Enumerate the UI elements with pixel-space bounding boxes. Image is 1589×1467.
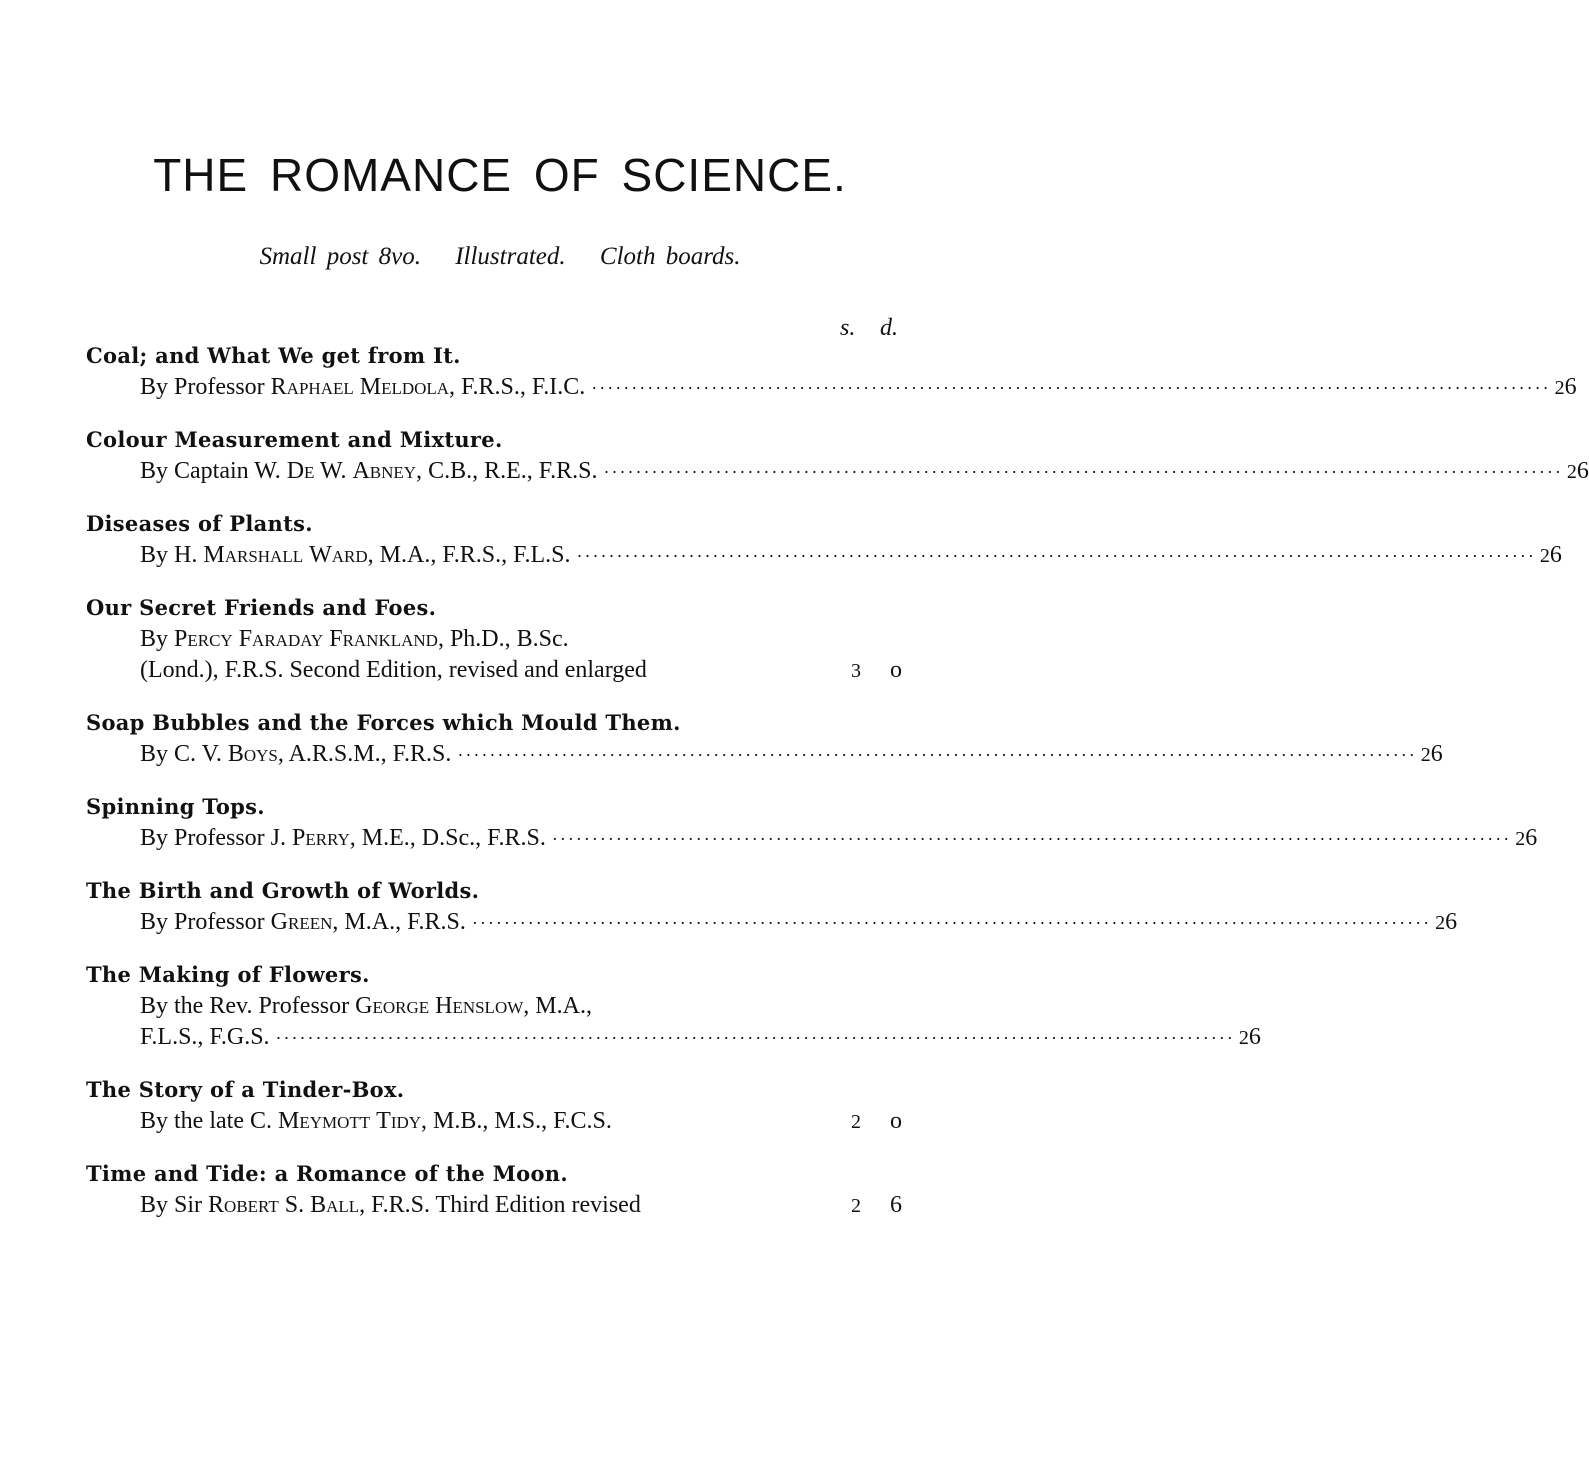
dot-leader: ························································································································	[591, 378, 1551, 398]
dot-leader: ························································································································	[457, 745, 1417, 765]
book-title: The Birth and Growth of Worlds.	[86, 878, 480, 903]
author-text: By Sir Robert S. Ball, F.R.S. Third Edition revised	[140, 1192, 641, 1218]
book-entry	[86, 592, 916, 687]
author-line	[86, 456, 1589, 488]
subtitle-binding: Cloth boards.	[599, 243, 741, 270]
dot-leader: ························································································································	[471, 913, 1432, 933]
book-title: Colour Measurement and Mixture.	[86, 427, 503, 452]
book-list	[86, 340, 1589, 1242]
price-shillings: 2	[1539, 545, 1550, 567]
author-line	[86, 1022, 1261, 1054]
dot-leader: ························································································································	[603, 462, 1563, 482]
price-header-shillings: s.	[840, 315, 856, 341]
author-text: By the late C. Meymott Tidy, M.B., M.S., F.C.S.	[140, 1108, 612, 1134]
book-title: Our Secret Friends and Foes.	[86, 595, 437, 620]
author-text: By the Rev. Professor George Henslow, M.A.,	[140, 993, 592, 1019]
book-title: Soap Bubbles and the Forces which Mould Them.	[86, 710, 681, 735]
book-entry	[86, 875, 1458, 939]
author-line	[86, 739, 1443, 771]
dot-leader: ························································································································	[275, 1028, 1235, 1048]
price-pence: 6	[890, 1192, 902, 1218]
book-title: Coal; and What We get from It.	[86, 343, 461, 368]
author-line	[86, 907, 1458, 939]
author-line	[86, 540, 1562, 572]
author-line	[86, 372, 1577, 404]
price-shillings: 2	[851, 1195, 861, 1217]
author-line	[86, 624, 916, 655]
author-line	[86, 823, 1538, 855]
price-shillings: 2	[1435, 912, 1446, 934]
price-pence: 6	[1564, 374, 1577, 400]
price-shillings: 2	[1554, 377, 1565, 399]
author-text: By Percy Faraday Frankland, Ph.D., B.Sc.	[140, 626, 569, 652]
book-title: Diseases of Plants.	[86, 511, 313, 536]
price-pence: o	[890, 657, 902, 683]
price-pence: 6	[1248, 1024, 1261, 1050]
author-line	[86, 655, 916, 687]
book-title: Time and Tide: a Romance of the Moon.	[86, 1161, 568, 1186]
book-entry	[86, 791, 1538, 855]
book-entry	[86, 1158, 916, 1222]
book-entry	[86, 340, 1577, 404]
author-line	[86, 1106, 916, 1138]
author-line	[86, 991, 916, 1022]
subtitle	[0, 243, 1000, 271]
author-line	[86, 1190, 916, 1222]
price-shillings: 2	[851, 1111, 861, 1133]
book-title: The Story of a Tinder-Box.	[86, 1077, 405, 1102]
author-text: By Professor Raphael Meldola, F.R.S., F.I.C.	[140, 374, 586, 400]
book-title: The Making of Flowers.	[86, 962, 370, 987]
author-text: (Lond.), F.R.S. Second Edition, revised and enlarged	[140, 657, 647, 683]
price-pence: 6	[1430, 741, 1443, 767]
book-entry	[86, 1074, 916, 1138]
price-shillings: 2	[1515, 828, 1526, 850]
price-pence: 6	[1549, 542, 1562, 568]
book-entry	[86, 707, 1443, 771]
book-entry	[86, 508, 1562, 572]
subtitle-illustrated: Illustrated.	[455, 243, 566, 270]
price-shillings: 2	[1238, 1027, 1249, 1049]
price-pence: 6	[1445, 909, 1458, 935]
price-pence: o	[890, 1108, 902, 1134]
author-text: By Captain W. De W. Abney, C.B., R.E., F.R.S.	[140, 458, 598, 484]
author-text: By Professor Green, M.A., F.R.S.	[140, 909, 466, 935]
subtitle-format: Small post 8vo.	[259, 243, 421, 270]
price-shillings: 3	[851, 660, 861, 682]
dot-leader: ························································································································	[576, 546, 1536, 566]
price-pence: 6	[1525, 825, 1538, 851]
book-entry	[86, 424, 1589, 488]
dot-leader: ························································································································	[551, 829, 1512, 849]
book-title: Spinning Tops.	[86, 794, 265, 819]
page-title: THE ROMANCE OF SCIENCE.	[153, 149, 847, 201]
price-shillings: 2	[1566, 461, 1577, 483]
author-text: By Professor J. Perry, M.E., D.Sc., F.R.S.	[140, 825, 546, 851]
price-shillings: 2	[1420, 744, 1431, 766]
price-header-pence: d.	[880, 315, 898, 341]
price-pence: 6	[1576, 458, 1589, 484]
author-text: By H. Marshall Ward, M.A., F.R.S., F.L.S.	[140, 542, 571, 568]
book-entry	[86, 959, 1261, 1054]
author-text: By C. V. Boys, A.R.S.M., F.R.S.	[140, 741, 452, 767]
author-text: F.L.S., F.G.S.	[140, 1024, 270, 1050]
